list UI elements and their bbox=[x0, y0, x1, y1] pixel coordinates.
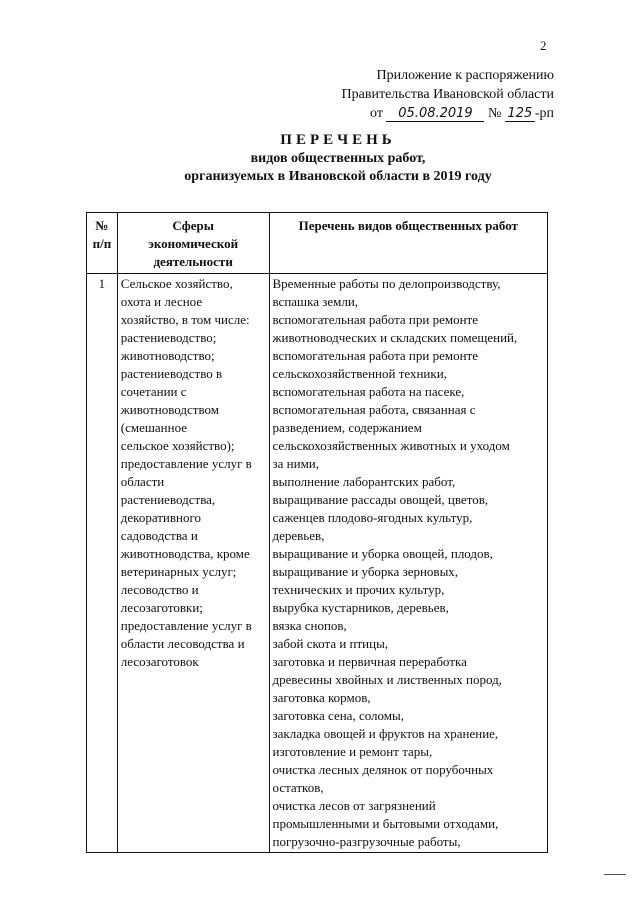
sphere-line: растениеводство; bbox=[120, 330, 217, 345]
appendix-date: 05.08.2019 bbox=[386, 106, 484, 122]
appendix-block bbox=[342, 66, 554, 123]
appendix-line-3 bbox=[342, 104, 554, 123]
work-item: выполнение лаборантских работ, bbox=[272, 474, 456, 489]
sphere-line: ветеринарных услуг; bbox=[120, 564, 237, 579]
work-item: разведением, содержанием bbox=[272, 420, 422, 435]
appendix-from-label: от bbox=[370, 106, 383, 121]
header-sphere-line: деятельности bbox=[153, 254, 233, 269]
work-item: вспомогательная работа при ремонте bbox=[272, 312, 478, 327]
sphere-line: сочетании с bbox=[120, 384, 187, 399]
work-item: Временные работы по делопроизводству, bbox=[272, 276, 501, 291]
row-number: 1 bbox=[87, 274, 118, 853]
table-row bbox=[87, 274, 548, 853]
appendix-line-1: Приложение к распоряжению bbox=[376, 68, 554, 83]
work-item: выращивание рассады овощей, цветов, bbox=[272, 492, 489, 507]
work-item: саженцев плодово-ягодных культур, bbox=[272, 510, 473, 525]
appendix-suffix: -рп bbox=[534, 106, 554, 121]
works-table bbox=[86, 212, 548, 853]
sphere-line: лесоводство и bbox=[120, 582, 199, 597]
sphere-line: хозяйство, в том числе: bbox=[120, 312, 250, 327]
sphere-line: декоративного bbox=[120, 510, 201, 525]
work-item: выращивание и уборка овощей, плодов, bbox=[272, 546, 493, 561]
work-item: вспашка земли, bbox=[272, 294, 359, 309]
work-item: животноводческих и складских помещений, bbox=[272, 330, 518, 345]
work-item: заготовка кормов, bbox=[272, 690, 371, 705]
sphere-line: (смешанное bbox=[120, 420, 187, 435]
sphere-line: растениеводства, bbox=[120, 492, 216, 507]
work-item: очистка лесов от загрязнений bbox=[272, 798, 436, 813]
work-item: изготовление и ремонт тары, bbox=[272, 744, 433, 759]
sphere-line: животноводством bbox=[120, 402, 220, 417]
works-list-cell bbox=[269, 274, 548, 853]
work-item: сельскохозяйственной техники, bbox=[272, 366, 447, 381]
work-item: выращивание и уборка зерновых, bbox=[272, 564, 459, 579]
sphere-line: сельское хозяйство); bbox=[120, 438, 235, 453]
work-item: за ними, bbox=[272, 456, 320, 471]
work-item: очистка лесных делянок от порубочных bbox=[272, 762, 494, 777]
work-item: закладка овощей и фруктов на хранение, bbox=[272, 726, 499, 741]
header-sphere-line: Сферы bbox=[172, 218, 214, 233]
work-item: древесины хвойных и лиственных пород, bbox=[272, 672, 502, 687]
appendix-number-sign: № bbox=[487, 106, 502, 121]
work-item: заготовка сена, соломы, bbox=[272, 708, 405, 723]
sphere-line: садоводства и bbox=[120, 528, 198, 543]
title-subtitle-1: видов общественных работ, bbox=[250, 151, 426, 166]
sphere-line: растениеводство в bbox=[120, 366, 223, 381]
work-item: промышленными и бытовыми отходами, bbox=[272, 816, 499, 831]
work-item: погрузочно-разгрузочные работы, bbox=[272, 834, 461, 849]
table-header-row bbox=[87, 213, 548, 274]
title-subtitle-2: организуемых в Ивановской области в 2019 году bbox=[184, 169, 492, 184]
header-num-line: п/п bbox=[92, 236, 112, 251]
header-sphere-line: экономической bbox=[148, 236, 239, 251]
title-main: ПЕРЕЧЕНЬ bbox=[280, 132, 396, 148]
sphere-line: животноводство; bbox=[120, 348, 215, 363]
work-item: сельскохозяйственных животных и уходом bbox=[272, 438, 510, 453]
sphere-line: охота и лесное bbox=[120, 294, 203, 309]
work-item: деревьев, bbox=[272, 528, 325, 543]
works-table-wrapper bbox=[86, 212, 548, 853]
sphere-line: Сельское хозяйство, bbox=[120, 276, 233, 291]
work-item: вырубка кустарников, деревьев, bbox=[272, 600, 449, 615]
work-item: забой скота и птицы, bbox=[272, 636, 389, 651]
header-list-line: Перечень видов общественных работ bbox=[298, 218, 518, 233]
work-item: вспомогательная работа, связанная с bbox=[272, 402, 476, 417]
bottom-margin-mark bbox=[604, 874, 626, 875]
sphere-line: предоставление услуг в bbox=[120, 456, 252, 471]
work-item: технических и прочих культур, bbox=[272, 582, 445, 597]
sphere-line: лесозаготовки; bbox=[120, 600, 203, 615]
sphere-line: предоставление услуг в bbox=[120, 618, 252, 633]
page-number: 2 bbox=[540, 38, 547, 53]
header-list bbox=[269, 213, 548, 274]
appendix-line-2: Правительства Ивановской области bbox=[341, 87, 554, 102]
header-num-line: № bbox=[95, 218, 109, 233]
header-num bbox=[87, 213, 118, 274]
work-item: заготовка и первичная переработка bbox=[272, 654, 467, 669]
sphere-line: лесозаготовок bbox=[120, 654, 199, 669]
work-item: вспомогательная работа на пасеке, bbox=[272, 384, 465, 399]
work-item: вязка снопов, bbox=[272, 618, 347, 633]
appendix-number: 125 bbox=[505, 106, 535, 122]
sphere-line: животноводства, кроме bbox=[120, 546, 250, 561]
sphere-line: области bbox=[120, 474, 165, 489]
document-title bbox=[0, 130, 640, 186]
header-sphere bbox=[117, 213, 269, 274]
work-item: остатков, bbox=[272, 780, 324, 795]
sphere-cell bbox=[117, 274, 269, 853]
sphere-line: области лесоводства и bbox=[120, 636, 245, 651]
work-item: вспомогательная работа при ремонте bbox=[272, 348, 478, 363]
